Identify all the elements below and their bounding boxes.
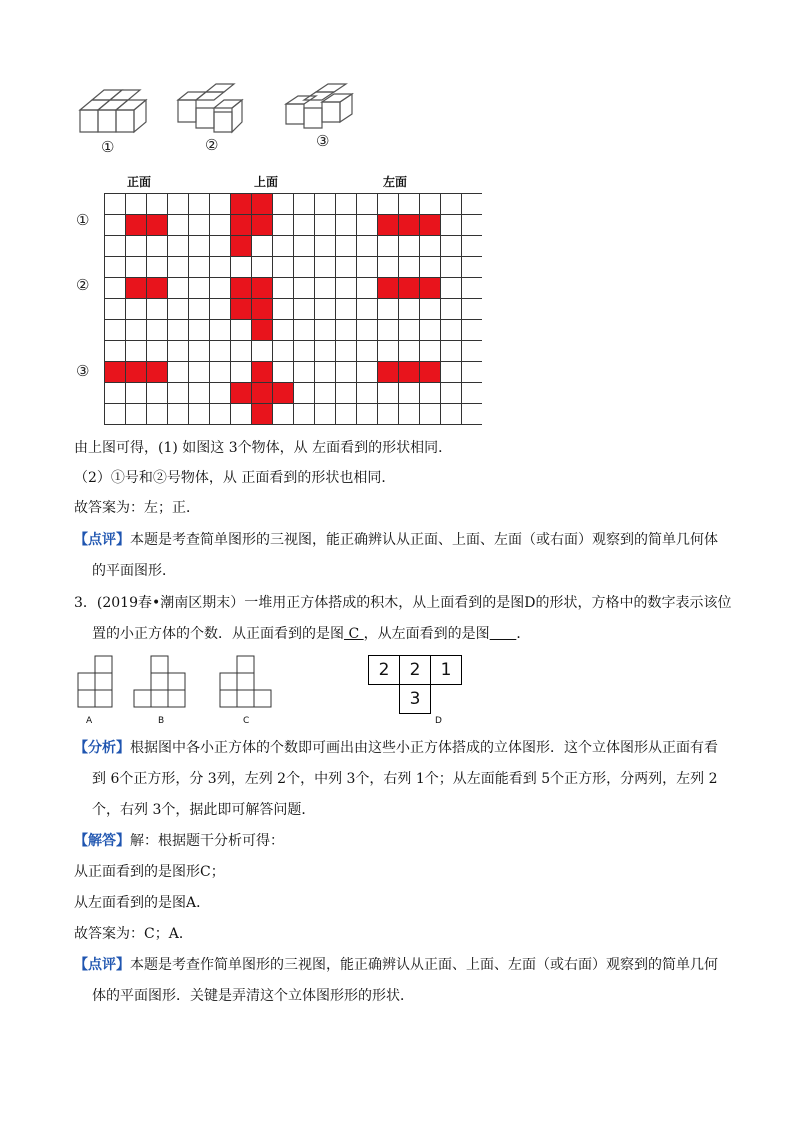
figure-b-squares	[134, 656, 185, 707]
grid-cell	[441, 341, 462, 362]
grid-cell	[147, 320, 168, 341]
grid-cell	[294, 257, 315, 278]
grid-cell	[336, 299, 357, 320]
grid-cell	[189, 278, 210, 299]
grid-cell	[273, 362, 294, 383]
grid-cell	[336, 278, 357, 299]
figure-a-label: A	[86, 716, 93, 726]
grid-cell	[168, 362, 189, 383]
grid-cell	[462, 257, 483, 278]
grid-cell	[273, 215, 294, 236]
grid-cell	[126, 404, 147, 425]
grid-cell	[420, 236, 441, 257]
grid-cell	[441, 404, 462, 425]
grid-cell-filled	[126, 278, 147, 299]
figure-b-label: B	[158, 716, 165, 726]
grid-cell	[210, 362, 231, 383]
grid-cell	[210, 215, 231, 236]
header-front: 正面	[127, 175, 152, 189]
grid-cell	[315, 383, 336, 404]
grid-cell	[105, 215, 126, 236]
grid-cell-filled	[231, 278, 252, 299]
grid-cell	[105, 257, 126, 278]
grid-cell	[420, 320, 441, 341]
grid-cell-filled	[252, 194, 273, 215]
grid-cell-filled	[126, 362, 147, 383]
figure-a-squares	[78, 656, 112, 707]
grid-cell	[168, 341, 189, 362]
question3-line1: 3．(2019春•潮南区期末）一堆用正方体搭成的积木，从上面看到的是图D的形状，方格中的数字表示该位	[74, 595, 732, 611]
grid-cell	[252, 341, 273, 362]
grid-cell	[441, 278, 462, 299]
grid-cell	[399, 404, 420, 425]
grid-cell	[315, 299, 336, 320]
grid-cell	[294, 404, 315, 425]
grid-cell	[147, 383, 168, 404]
grid-cell	[420, 383, 441, 404]
grid-cell	[168, 236, 189, 257]
grid-cell	[168, 299, 189, 320]
grid-cell	[357, 383, 378, 404]
grid-cell	[315, 236, 336, 257]
three-view-grid	[104, 193, 482, 425]
grid-cell	[231, 257, 252, 278]
grid-cell-filled	[399, 362, 420, 383]
header-top: 上面	[254, 175, 279, 189]
grid-cell	[147, 341, 168, 362]
grid-cell	[441, 299, 462, 320]
question3-line2: 置的小正方体的个数．从正面看到的是图 C ，从左面看到的是图 ．	[92, 626, 531, 642]
grid-cell-filled	[378, 362, 399, 383]
grid-cell	[189, 194, 210, 215]
grid-cell	[126, 341, 147, 362]
grid-cell	[126, 320, 147, 341]
grid-cell	[126, 257, 147, 278]
grid-cell	[273, 278, 294, 299]
figure-3-label: ③	[316, 132, 330, 150]
answer2-comment-line2: 的平面图形．	[92, 563, 176, 579]
grid-cell	[315, 362, 336, 383]
grid-cell	[294, 236, 315, 257]
grid-cell	[441, 194, 462, 215]
grid-cell	[357, 404, 378, 425]
grid-cell	[420, 341, 441, 362]
figure-c-label: C	[243, 716, 250, 726]
grid-cell	[147, 236, 168, 257]
grid-cell	[441, 383, 462, 404]
grid-cell	[399, 236, 420, 257]
grid-cell	[357, 320, 378, 341]
grid-cell	[210, 257, 231, 278]
grid-cell-filled	[105, 362, 126, 383]
grid-cell	[399, 341, 420, 362]
grid-cell	[210, 278, 231, 299]
grid-cell	[357, 278, 378, 299]
row-label-1: ①	[76, 211, 90, 229]
grid-cell	[441, 215, 462, 236]
grid-cell	[315, 194, 336, 215]
grid-cell-filled	[252, 362, 273, 383]
figure-c-squares	[220, 656, 271, 707]
grid-cell	[189, 404, 210, 425]
grid-cell	[147, 299, 168, 320]
answer-line2: 从正面看到的是图形C；	[74, 864, 225, 880]
grid-cell	[294, 320, 315, 341]
grid-cell	[378, 236, 399, 257]
grid-cell	[231, 404, 252, 425]
grid-cell	[294, 194, 315, 215]
grid-cell-filled	[252, 383, 273, 404]
grid-cell	[399, 299, 420, 320]
grid-cell	[399, 383, 420, 404]
answer-line3: 从左面看到的是图A．	[74, 895, 211, 911]
grid-cell-filled	[126, 215, 147, 236]
grid-cell	[147, 257, 168, 278]
grid-cell	[462, 215, 483, 236]
figure-2-label: ②	[205, 136, 219, 154]
grid-cell	[147, 404, 168, 425]
grid-cell	[210, 194, 231, 215]
grid-cell	[378, 383, 399, 404]
figure-1-cubes	[80, 90, 146, 132]
row-label-3: ③	[76, 362, 90, 380]
grid-cell	[315, 278, 336, 299]
grid-cell	[336, 404, 357, 425]
answer-line4: 故答案为：C；A．	[74, 926, 193, 942]
grid-cell	[126, 236, 147, 257]
grid-cell	[378, 194, 399, 215]
grid-cell	[105, 299, 126, 320]
figure-d-cell: 2	[400, 656, 431, 685]
grid-cell	[462, 320, 483, 341]
grid-cell-filled	[252, 299, 273, 320]
answer2-line1: 由上图可得，(1) 如图这 3个物体，从 左面看到的形状相同．	[74, 440, 453, 456]
grid-cell-filled	[252, 278, 273, 299]
figures-abc	[70, 650, 290, 710]
analysis-line1: 【分析】根据图中各小正方体的个数即可画出由这些小正方体搭成的立体图形．这个立体图形从正面有看	[74, 740, 718, 756]
answer-line1: 【解答】解：根据题干分析可得：	[74, 833, 284, 849]
analysis-line2: 到 6个正方形，分 3列，左列 2个，中列 3个，右列 1个；从左面能看到 5个正方形，分两列，左列 2	[92, 771, 718, 787]
header-left: 左面	[383, 175, 408, 189]
analysis-tag: 【分析】	[74, 740, 130, 756]
grid-cell	[420, 299, 441, 320]
figure-1-label: ①	[101, 138, 115, 156]
grid-cell	[210, 383, 231, 404]
grid-cell	[357, 236, 378, 257]
grid-cell	[336, 320, 357, 341]
grid-cell-filled	[420, 362, 441, 383]
grid-cell	[336, 257, 357, 278]
grid-cell	[357, 257, 378, 278]
grid-cell	[189, 341, 210, 362]
grid-cell	[231, 320, 252, 341]
grid-cell	[420, 404, 441, 425]
grid-cell-filled	[378, 278, 399, 299]
grid-cell	[273, 257, 294, 278]
grid-cell	[462, 341, 483, 362]
grid-cell	[357, 194, 378, 215]
grid-cell-filled	[399, 278, 420, 299]
grid-cell	[126, 383, 147, 404]
solution-comment-line2: 体的平面图形．关键是弄清这个立体图形形的形状．	[92, 988, 414, 1004]
grid-cell	[441, 362, 462, 383]
grid-cell	[336, 236, 357, 257]
grid-cell	[336, 194, 357, 215]
grid-cell	[315, 215, 336, 236]
answer2-line2: （2）①号和②号物体，从 正面看到的形状也相同．	[74, 470, 396, 486]
answer2-comment-line1: 【点评】本题是考查简单图形的三视图，能正确辨认从正面、上面、左面（或右面）观察到的简单几何体	[74, 532, 718, 548]
grid-cell-filled	[252, 320, 273, 341]
grid-cell	[462, 362, 483, 383]
grid-cell	[105, 383, 126, 404]
grid-cell	[273, 341, 294, 362]
grid-cell	[294, 341, 315, 362]
figure-d-grid	[368, 655, 462, 714]
grid-cell	[294, 215, 315, 236]
solution-comment-line1: 【点评】本题是考查作简单图形的三视图，能正确辨认从正面、上面、左面（或右面）观察到的简单几何	[74, 957, 718, 973]
grid-cell-filled	[231, 194, 252, 215]
answer-tag: 【解答】	[74, 833, 130, 849]
grid-cell	[189, 383, 210, 404]
grid-cell	[294, 299, 315, 320]
grid-cell	[189, 362, 210, 383]
grid-cell	[378, 404, 399, 425]
grid-cell	[378, 341, 399, 362]
grid-cell-filled	[231, 299, 252, 320]
grid-cell	[231, 362, 252, 383]
grid-cell-filled	[273, 383, 294, 404]
figure-d-cell: 3	[400, 685, 431, 714]
grid-cell	[399, 194, 420, 215]
grid-cell-filled	[252, 404, 273, 425]
grid-cell	[441, 236, 462, 257]
grid-cell	[462, 194, 483, 215]
grid-cell	[441, 257, 462, 278]
row-label-2: ②	[76, 276, 90, 294]
grid-cell	[189, 299, 210, 320]
grid-cell	[294, 278, 315, 299]
grid-cell	[315, 257, 336, 278]
grid-cell-filled	[420, 215, 441, 236]
grid-cell	[273, 299, 294, 320]
grid-cell	[273, 194, 294, 215]
grid-cell	[294, 383, 315, 404]
grid-cell	[273, 320, 294, 341]
grid-cell	[357, 341, 378, 362]
grid-cell	[168, 404, 189, 425]
figure-d-empty	[369, 685, 400, 714]
grid-cell	[126, 194, 147, 215]
grid-cell	[315, 341, 336, 362]
grid-cell	[231, 341, 252, 362]
grid-cell	[210, 299, 231, 320]
grid-cell	[357, 362, 378, 383]
grid-cell	[315, 404, 336, 425]
comment-tag: 【点评】	[74, 532, 130, 548]
grid-cell	[378, 320, 399, 341]
figure-3-cubes	[286, 84, 352, 128]
grid-cell	[168, 383, 189, 404]
grid-cell	[168, 320, 189, 341]
grid-cell	[336, 341, 357, 362]
grid-cell-filled	[147, 215, 168, 236]
grid-cell	[462, 236, 483, 257]
figure-d-label: D	[435, 716, 442, 726]
grid-cell-filled	[147, 278, 168, 299]
grid-cell-filled	[231, 236, 252, 257]
grid-cell	[105, 236, 126, 257]
figure-d-empty	[431, 685, 462, 714]
grid-cell-filled	[420, 278, 441, 299]
grid-cell	[336, 383, 357, 404]
grid-cell	[105, 404, 126, 425]
grid-cell	[462, 383, 483, 404]
answer2-line3: 故答案为：左；正．	[74, 500, 200, 516]
grid-cell	[105, 320, 126, 341]
grid-cell	[105, 341, 126, 362]
grid-cell	[168, 257, 189, 278]
grid-cell	[378, 257, 399, 278]
grid-cell	[210, 236, 231, 257]
analysis-line3: 个，右列 3个，据此即可解答问题．	[92, 802, 316, 818]
grid-cell	[273, 236, 294, 257]
grid-cell	[147, 194, 168, 215]
grid-cell	[315, 320, 336, 341]
grid-cell	[357, 299, 378, 320]
grid-cell	[126, 299, 147, 320]
grid-cell-filled	[231, 383, 252, 404]
grid-cell	[420, 257, 441, 278]
grid-cell	[357, 215, 378, 236]
grid-cell	[273, 404, 294, 425]
grid-cell-filled	[399, 215, 420, 236]
figure-d-cell: 2	[369, 656, 400, 685]
figure-d-cell: 1	[431, 656, 462, 685]
grid-cell	[168, 215, 189, 236]
grid-cell-filled	[231, 215, 252, 236]
grid-cell	[189, 215, 210, 236]
grid-cell-filled	[147, 362, 168, 383]
grid-cell	[462, 404, 483, 425]
grid-cell	[378, 299, 399, 320]
grid-cell	[168, 194, 189, 215]
grid-cell	[210, 404, 231, 425]
grid-cell	[210, 341, 231, 362]
grid-cell	[105, 278, 126, 299]
grid-cell	[252, 257, 273, 278]
grid-cell	[189, 236, 210, 257]
blank-left	[490, 626, 517, 642]
grid-cell	[462, 299, 483, 320]
grid-cell	[189, 320, 210, 341]
comment-tag-2: 【点评】	[74, 957, 130, 973]
grid-cell	[399, 320, 420, 341]
grid-cell	[462, 278, 483, 299]
grid-cell	[189, 257, 210, 278]
grid-cell	[336, 362, 357, 383]
grid-cell	[105, 194, 126, 215]
grid-cell	[210, 320, 231, 341]
grid-cell	[420, 194, 441, 215]
blank-front: C	[344, 626, 364, 642]
figure-2-cubes	[178, 84, 242, 132]
grid-cell	[168, 278, 189, 299]
grid-cell	[336, 215, 357, 236]
grid-cell	[294, 362, 315, 383]
grid-cell-filled	[378, 215, 399, 236]
grid-cell	[252, 236, 273, 257]
grid-cell	[399, 257, 420, 278]
grid-cell	[441, 320, 462, 341]
grid-cell-filled	[252, 215, 273, 236]
